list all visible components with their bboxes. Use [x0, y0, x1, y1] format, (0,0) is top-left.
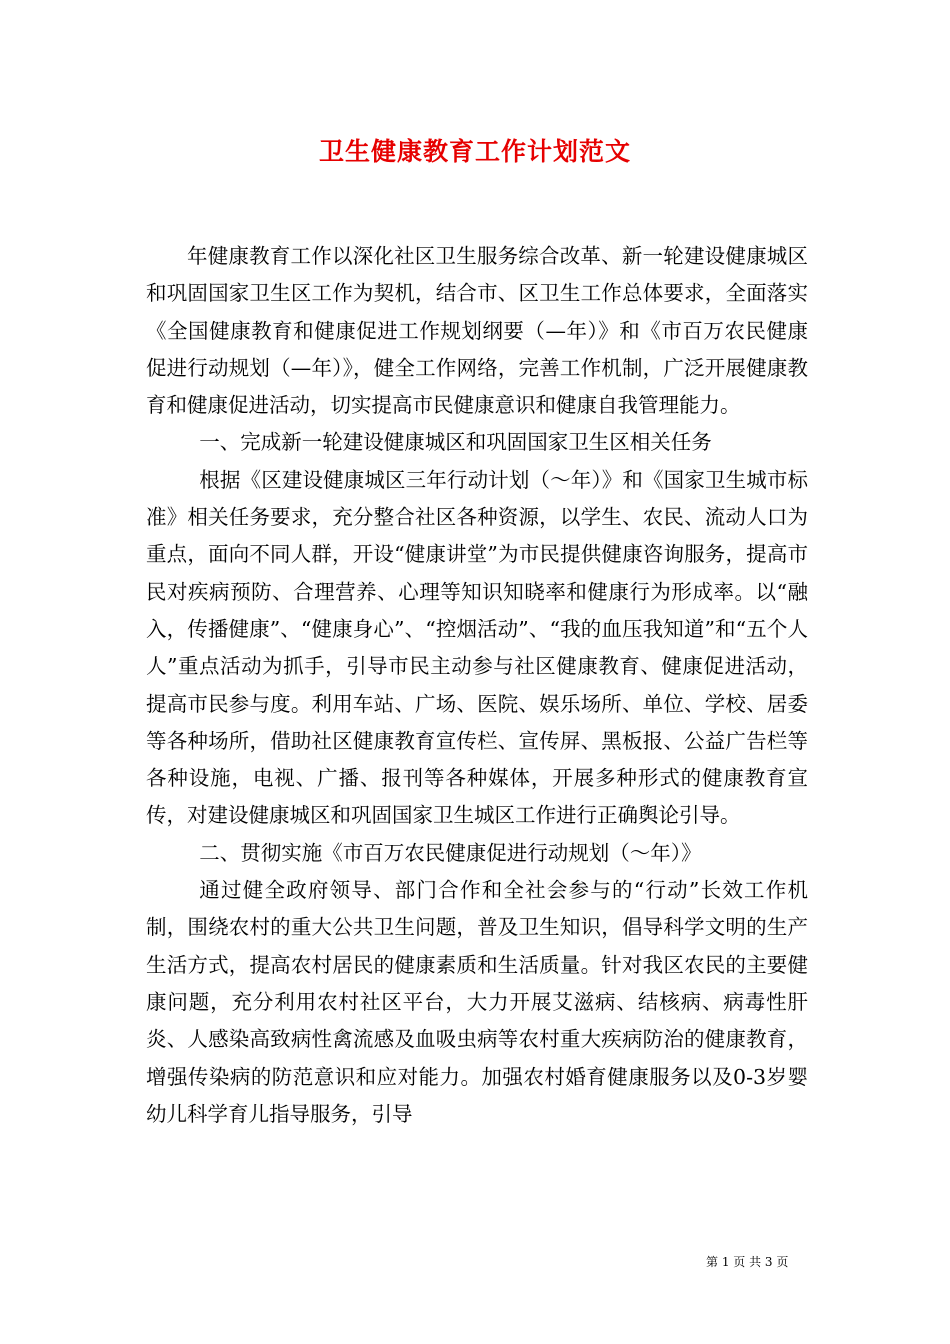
section-heading-2: 二、贯彻实施《市百万农民健康促进行动规划（～年）》 [199, 840, 702, 865]
intro-paragraph: 年健康教育工作以深化社区卫生服务综合改革、新一轮建设健康城区和巩固国家卫生区工作为契机，结合市、区卫生工作总体要求，全面落实《全国健康教育和健康促进工作规划纲要（—年）》和《市百万农民健康促进行动规划（—年）》，健全工作网络，完善工作机制，广泛开展健康教育和健康促进活动，切实提高市民健康意识和健康自我管理能力。 [146, 244, 808, 418]
section-heading-1: 一、完成新一轮建设健康城区和巩固国家卫生区相关任务 [199, 430, 712, 455]
document-title: 卫生健康教育工作计划范文 [318, 137, 631, 166]
section-paragraph-1: 根据《区建设健康城区三年行动计划（～年）》和《国家卫生城市标准》相关任务要求，充分整合社区各种资源，以学生、农民、流动人口为重点，面向不同人群，开设“健康讲堂”为市民提供健康咨询服务，提高市民对疾病预防、合理营养、心理等知识知晓率和健康行为形成率。以“融入，传播健康”、“健康身心”、“控烟活动”、“我的血压我知道”和“五个人人”重点活动为抓手，引导市民主动参与社区健康教育、健康促进活动，提高市民参与度。利用车站、广场、医院、娱乐场所、单位、学校、居委等各种场所，借助社区健康教育宣传栏、宣传屏、黑板报、公益广告栏等各种设施，电视、广播、报刊等各种媒体，开展多种形式的健康教育宣传，对建设健康城区和巩固国家卫生城区工作进行正确舆论引导。 [146, 467, 808, 828]
document-body [146, 238, 808, 1133]
page-number-footer: 第 1 页 共 3 页 [706, 1255, 789, 1269]
section-paragraph-2: 通过健全政府领导、部门合作和全社会参与的“行动”长效工作机制，围绕农村的重大公共卫生问题，普及卫生知识，倡导科学文明的生产生活方式，提高农村居民的健康素质和生活质量。针对我区农民的主要健康问题，充分利用农村社区平台，大力开展艾滋病、结核病、病毒性肝炎、人感染高致病性禽流感及血吸虫病等农村重大疾病防治的健康教育，增强传染病的防范意识和应对能力。加强农村婚育健康服务以及0-3岁婴幼儿科学育儿指导服务，引导 [146, 878, 808, 1126]
